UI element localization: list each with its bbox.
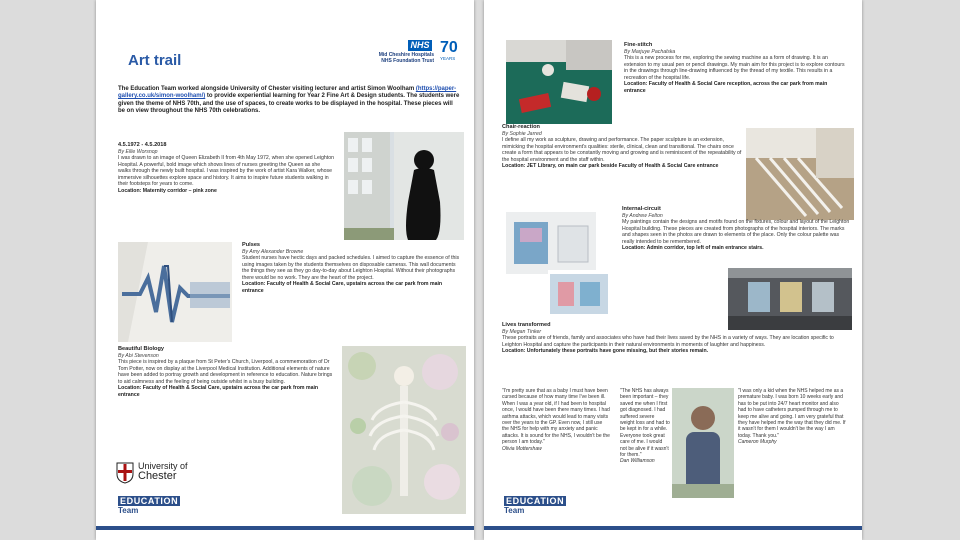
piece-fine-stitch [624,42,846,94]
trust-name: Mid Cheshire Hospitals NHS Foundation Trust [378,52,434,64]
right-page [484,0,862,540]
quote-author: Cameron Murphy [738,439,777,446]
nhs-70-logo [440,40,464,66]
piece-description: This is a new process for me, exploring the sewing machine as a form of drawing. It is an extension to my usual pen or pencil drawings. My main aim for this project is to explore contours in the drawings through line-drawing influenced by the thread of my textile. This results in a recreation of the hospital life. [624,55,845,81]
piece-description: Student nurses have hectic days and packed schedules. I aimed to capture the essence of this using images taken by the students themselves on disposable cameras. This wall documents the things they see as they go day-to-day about Leighton Hospital. Without their photographs there would be no work. They are the heart of the project. [242,255,460,281]
stitched-fabric-photo [506,40,612,124]
intro-text: The Education Team worked alongside University of Chester visiting lecturer and artist Simon Woolham [118,86,415,92]
quote-author: Olivia Mottershaw [502,445,542,452]
corridor-photo [728,268,852,330]
internal-circuit-detail-photo [548,270,610,326]
piece-internal-circuit [622,206,852,252]
piece-location: Location: Faculty of Health & Social Care, upstairs across the car park from main entrance [242,281,443,294]
piece-description: These portraits are of friends, family and associates who have had their lives saved by the NHS in a variety of ways. They are location specific to Leighton Hospital and capture the participants in their natural environments in moments of laughter and happiness. [502,335,834,348]
piece-title: Chair-reaction [502,124,540,130]
portrait-photo [672,388,734,498]
university-logo [116,456,196,496]
nhs-logo [368,40,438,66]
intro-link[interactable]: (https://paper-gallery.co.uk/simon-woolham/) [118,86,457,100]
piece-title: 4.5.1972 - 4.5.2018 [118,142,167,148]
university-crest-icon [116,462,134,484]
footer-bar [96,526,474,530]
left-page [96,0,474,540]
piece-4-5-1972 [118,142,334,194]
quote-card [502,388,610,452]
intro-text-rest: to provide experiential learning for Year 2 Fine Art & Design students. The students were given the theme of NHS 70th, and the use of spaces, to create works to be displayed in the hospital. These pieces will be on view throughout the NHS 70th celebrations. [118,93,460,115]
piece-artist: By Andrew Felton [622,212,663,219]
quote-text: "I'm pretty sure that as a baby I must have been cursed because of how many time I've been ill. When I was a year old, if I had been to hospital once, I would have been there many times. I had asthma attacks, which would lead to many visits over the years to the GP. Even now, I still use the NHS for help with my anxiety and panic attacks. It is sound for the NHS, I wouldn't be the person I am today." [502,388,610,446]
piece-beautiful-biology [118,346,336,398]
piece-title: Fine-stitch [624,42,653,48]
piece-title: Pulses [242,242,261,248]
piece-location: Location: Unfortunately these portraits have gone missing, but their stories remain. [502,348,709,355]
internal-circuit-painting-photo [506,212,596,274]
intro-paragraph [118,86,460,116]
quote-text: "I was only a kid when the NHS helped me as a premature baby. I was born 10 weeks early and has to be put into 24/7 heart monitor and also had to have catheters pumped through me to keep me alive and going. I am very grateful that they have helped me the way that they did me. If it wasn't for them I wouldn't be the way I am today. Thank you." [738,388,846,439]
piece-description: This piece is inspired by a plaque from St Peter's Church, Liverpool, a commemoration of Dr Tom Potter, now on display at the Liverpool Medical Institution. Additional elements of nature have been added to portray growth and development in reference to education. Nature brings to aid calmness and the feeling of being outside whilst in a busy building. [118,359,333,385]
piece-lives-transformed [502,322,854,355]
piece-artist: By Abi Stevenson [118,352,159,359]
piece-chair-reaction [502,124,742,170]
quote-author: Dan Williamson [620,458,655,465]
silhouette-photo [344,132,464,240]
piece-location: Location: Maternity corridor – pink zone [118,187,217,194]
quote-card [738,388,846,446]
piece-artist: By Sophie Jarred [502,130,542,137]
piece-description: My paintings contain the designs and motifs found on the fixtures, colour and layout of the Leighton Hospital building. These pieces are created from photographs of the hospital interiors. The marks and shapes seen in the photos are drawn to elements of the place. Only the colour palette was really intended to be remembered. [622,219,850,245]
education-team-logo [504,496,566,515]
footer-bar [484,526,862,530]
piece-pulses [242,242,464,294]
education-word: EDUCATION [506,496,565,506]
piece-title: Beautiful Biology [118,346,164,352]
education-word: EDUCATION [120,496,179,506]
quote-text: "The NHS has always been important – they saved me when I first got diagnosed. I had suffered severe weight loss and had to be kept in for a while. Everyone took great care of me. I would not be alive if it wasn't for them." [620,388,670,459]
piece-artist: By Ellie Worsnop [118,148,158,155]
floral-skeleton-photo [342,346,466,514]
piece-title: Lives transformed [502,322,551,328]
university-line1: University of [138,461,188,471]
university-line2: Chester [138,470,177,482]
piece-location: Location: Faculty of Health & Social Care reception, across the car park from main entrance [624,81,828,94]
page-title: Art trail [128,52,182,69]
piece-artist: By Megan Tinker [502,328,542,335]
piece-title: Internal-circuit [622,206,661,212]
nhs-70-years: YEARS [440,56,456,61]
nhs-badge: NHS [408,40,432,51]
piece-location: Location: Admin corridor, top left of main entrance stairs. [622,245,764,252]
piece-location: Location: Faculty of Health & Social Care, upstairs across the car park from main entrance [118,385,319,398]
piece-description: I define all my work as sculpture, drawing and performance. The paper sculpture is an extension, mimicking the hospital environment's qualities: sterile, clinical, clean and transitional. The chairs once create a form that appears to be constantly moving and growing and is reminiscent of the repeatability of the hospital environment and the staff within. [502,137,742,163]
team-word: Team [118,506,139,515]
education-team-logo [118,496,180,515]
ecg-wall-photo [118,242,232,342]
quote-card [620,388,670,465]
piece-location: Location: JET Library, on main car park beside Faculty of Health & Social Care entrance [502,163,719,170]
piece-artist: By Amy Alexander Browne [242,248,304,255]
piece-artist: By Marjuye Pachalska [624,48,676,55]
nhs-70-number: 70 [440,39,458,56]
team-word: Team [504,506,525,515]
piece-description: I was drawn to an image of Queen Elizabeth II from 4th May 1972, when she opened Leighton Hospital. A powerful, bold image which shows lines of nurses greeting the Queen as she walks through the newly built hospital. I was inspired by the work of artist Kara Walker, whose immersive silhouettes explore space and history. It aims to inspire future students walking in their footsteps for years to come. [118,155,334,188]
